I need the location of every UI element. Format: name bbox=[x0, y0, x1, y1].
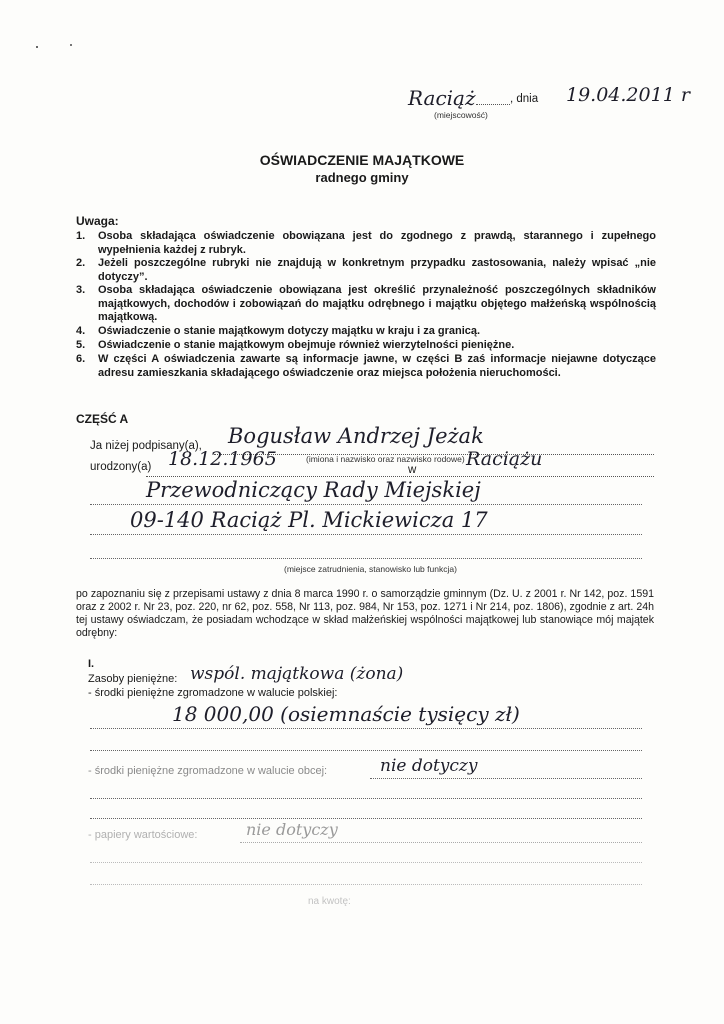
born-date: 18.12.1965 bbox=[168, 448, 277, 470]
place-value: Raciąż bbox=[408, 86, 476, 110]
employment-line-2: 09-140 Raciąż Pl. Mickiewicza 17 bbox=[130, 508, 488, 532]
note-text: Osoba składająca oświadczenie obowiązana jest do zgodnego z prawdą, starannego i zupełnego wypełnienia każdej z rubryk. bbox=[98, 230, 656, 256]
pln-value: 18 000,00 (osiemnaście tysięcy zł) bbox=[172, 702, 520, 726]
foreign-label: - środki pieniężne zgromadzone w walucie obcej: bbox=[88, 765, 328, 777]
place-dots bbox=[476, 104, 510, 105]
note-text: Jeżeli poszczególne rubryki nie znajdują w konkretnym przypadku zastosowania, należy wpisać „nie dotyczy”. bbox=[98, 257, 656, 283]
foreign-value: nie dotyczy bbox=[380, 756, 478, 776]
note-text: Oświadczenie o stanie majątkowym obejmuje również wierzytelności pieniężne. bbox=[98, 339, 515, 351]
securities-label: - papiery wartościowe: bbox=[88, 829, 198, 841]
employment-dots-1 bbox=[90, 504, 642, 505]
foreign-dots-1 bbox=[370, 778, 642, 779]
place-caption: (miejscowość) bbox=[434, 110, 488, 120]
note-number: 3. bbox=[76, 284, 86, 296]
securities-dots-1 bbox=[240, 842, 642, 843]
note-text: Osoba składająca oświadczenie obowiązana jest określić przynależność poszczególnych składników majątkowych, dochodów i zobowiązań do majątku odrębnego i majątku objętego małżeńską wspólnością majątkową. bbox=[98, 284, 656, 323]
scan-speck bbox=[36, 46, 38, 48]
employment-caption: (miejsce zatrudnienia, stanowisko lub funkcja) bbox=[284, 564, 457, 574]
note-item bbox=[76, 339, 656, 353]
born-place: Raciążu bbox=[466, 448, 543, 470]
securities-dots-3 bbox=[90, 884, 642, 885]
statement-paragraph: po zapoznaniu się z przepisami ustawy z dnia 8 marca 1990 r. o samorządzie gminnym (Dz. U. z 2001 r. Nr 142, poz. 1591 oraz z 2002 r. Nr 23, poz. 220, nr 62, poz. 558, Nr 113, poz. 984, Nr 153, poz. 1271 i Nr 214, poz. 1806), zgodnie z art. 24h tej ustawy oświadczam, że posiadam wchodzące w skład małżeńskiej wspólności majątkowej lub stanowiące mój majątek odrębny: bbox=[76, 588, 654, 639]
scan-speck bbox=[70, 44, 72, 46]
born-dots bbox=[146, 476, 654, 477]
born-in-label: w bbox=[408, 464, 417, 476]
date-value: 19.04.2011 r bbox=[566, 84, 690, 106]
foreign-dots-3 bbox=[90, 818, 642, 819]
born-label: urodzony(a) bbox=[90, 461, 152, 473]
part-a-heading: CZĘŚĆ A bbox=[76, 412, 129, 426]
note-item bbox=[76, 325, 656, 339]
foreign-dots-2 bbox=[90, 798, 642, 799]
note-text: Oświadczenie o stanie majątkowym dotyczy majątku w kraju i za granicą. bbox=[98, 325, 481, 337]
securities-dots-2 bbox=[90, 862, 642, 863]
cash-value: wspól. majątkowa (żona) bbox=[190, 664, 404, 684]
pln-dots-1 bbox=[90, 728, 642, 729]
name-caption: (imiona i nazwisko oraz nazwisko rodowe) bbox=[306, 454, 465, 464]
document-subtitle: radnego gminy bbox=[315, 170, 409, 185]
section-roman: I. bbox=[88, 658, 95, 670]
signed-label: Ja niżej podpisany(a), bbox=[90, 440, 202, 452]
note-item bbox=[76, 284, 656, 325]
date-prefix: , dnia bbox=[510, 93, 539, 105]
signed-name: Bogusław Andrzej Jeżak bbox=[228, 424, 484, 448]
note-number: 2. bbox=[76, 257, 86, 269]
employment-line-1: Przewodniczący Rady Miejskiej bbox=[146, 478, 481, 502]
note-number: 1. bbox=[76, 230, 86, 242]
securities-value: nie dotyczy bbox=[246, 820, 338, 839]
cash-label: Zasoby pieniężne: bbox=[88, 673, 178, 685]
employment-dots-3 bbox=[90, 558, 642, 559]
note-item bbox=[76, 353, 656, 380]
note-number: 6. bbox=[76, 353, 86, 365]
notes-heading: Uwaga: bbox=[76, 214, 119, 228]
pln-label: - środki pieniężne zgromadzone w walucie polskiej: bbox=[88, 687, 338, 699]
note-item bbox=[76, 257, 656, 284]
note-number: 4. bbox=[76, 325, 86, 337]
amount-label: na kwotę: bbox=[308, 896, 351, 907]
note-number: 5. bbox=[76, 339, 86, 351]
note-text: W części A oświadczenia zawarte są informacje jawne, w części B zaś informacje niejawne dotyczące adresu zamieszkania składającego oświadczenie oraz miejsca położenia nieruchomości. bbox=[98, 353, 656, 379]
document-title: OŚWIADCZENIE MAJĄTKOWE bbox=[259, 152, 465, 168]
employment-dots-2 bbox=[90, 534, 642, 535]
note-item bbox=[76, 230, 656, 257]
pln-dots-2 bbox=[90, 750, 642, 751]
